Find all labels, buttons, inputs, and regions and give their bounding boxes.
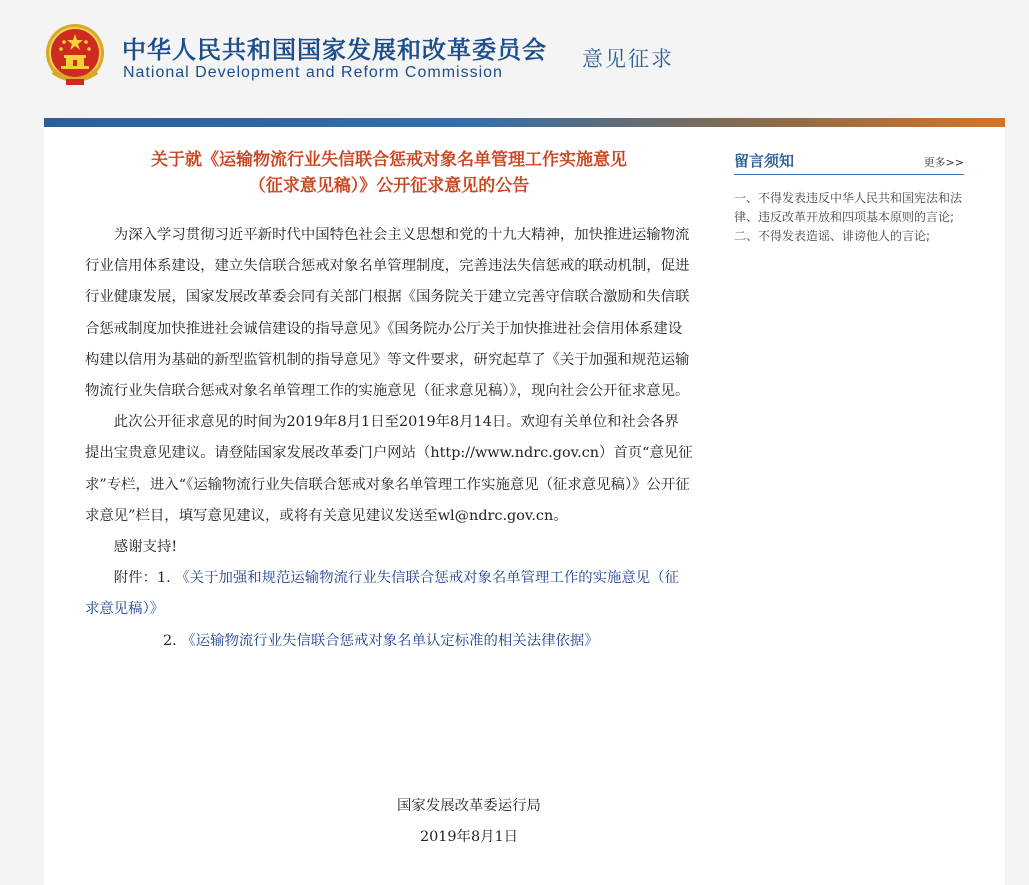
- paragraph-thanks: 感谢支持!: [113, 539, 178, 556]
- article-title: [85, 147, 693, 199]
- signature-org: 国家发展改革委运行局: [397, 798, 541, 814]
- article: [85, 147, 693, 657]
- sidebar-rules: [734, 189, 964, 246]
- attachment-label: 附件：1.: [113, 570, 176, 587]
- signature-date: 2019年8月1日: [419, 829, 519, 845]
- org-name-en: National Development and Reform Commission: [123, 64, 503, 81]
- org-name-cn: 中华人民共和国国家发展和改革委员会: [122, 36, 547, 64]
- attachment-1-line: [85, 563, 693, 625]
- national-emblem-icon[interactable]: [44, 22, 106, 88]
- more-link[interactable]: 更多>>: [923, 156, 964, 169]
- article-title-line2: （征求意见稿）》公开征求意见的公告: [248, 176, 530, 196]
- attachment-2-line: [85, 626, 693, 657]
- sidebar-header: [734, 148, 964, 175]
- paragraph-timeline: 此次公开征求意见的时间为2019年8月1日至2019年8月14日。欢迎有关单位和社会各界提出宝贵意见建议。请登陆国家发展改革委门户网站（http://www.ndrc.gov.cn）首页“意见征求”专栏，进入“《运输物流行业失信联合惩戒对象名单管理工作实施意见（征求意见稿）》公开征求意见”栏目，填写意见建议，或将有关意见建议发送至wl@ndrc.gov.cn。: [85, 414, 693, 524]
- sidebar-notice: [734, 148, 964, 246]
- attachment-1-link[interactable]: 《关于加强和规范运输物流行业失信联合惩戒对象名单管理工作的实施意见（征求意见稿）》: [85, 570, 679, 618]
- section-title[interactable]: 意见征求: [582, 47, 674, 71]
- article-title-line1: 关于就《运输物流行业失信联合惩戒对象名单管理工作实施意见: [151, 150, 627, 170]
- sidebar-rule-2: 二、不得发表造谣、诽谤他人的言论;: [734, 229, 931, 243]
- attachment-2-link[interactable]: 《运输物流行业失信联合惩戒对象名单认定标准的相关法律依据》: [181, 632, 599, 649]
- attachment-2-number: 2.: [163, 632, 182, 649]
- site-header: [0, 0, 1029, 118]
- sidebar-title: 留言须知: [734, 152, 795, 170]
- signature-block: [85, 791, 693, 853]
- header-divider-bar: [44, 118, 1005, 127]
- sidebar-rule-1: 一、不得发表违反中华人民共和国宪法和法律、违反改革开放和四项基本原则的言论;: [734, 191, 963, 224]
- article-body: [85, 220, 693, 657]
- paragraph-intro: 为深入学习贯彻习近平新时代中国特色社会主义思想和党的十九大精神，加快推进运输物流行业信用体系建设，建立失信联合惩戒对象名单管理制度，完善违法失信惩戒的联动机制，促进行业健康发展，国家发展改革委会同有关部门根据《国务院关于建立完善守信联合激励和失信联合惩戒制度加快推进社会诚信建设的指导意见》《国务院办公厅关于加快推进社会信用体系建设构建以信用为基础的新型监管机制的指导意见》等文件要求，研究起草了《关于加强和规范运输物流行业失信联合惩戒对象名单管理工作的实施意见（征求意见稿）》，现向社会公开征求意见。: [85, 227, 690, 400]
- content-panel: [44, 127, 1005, 885]
